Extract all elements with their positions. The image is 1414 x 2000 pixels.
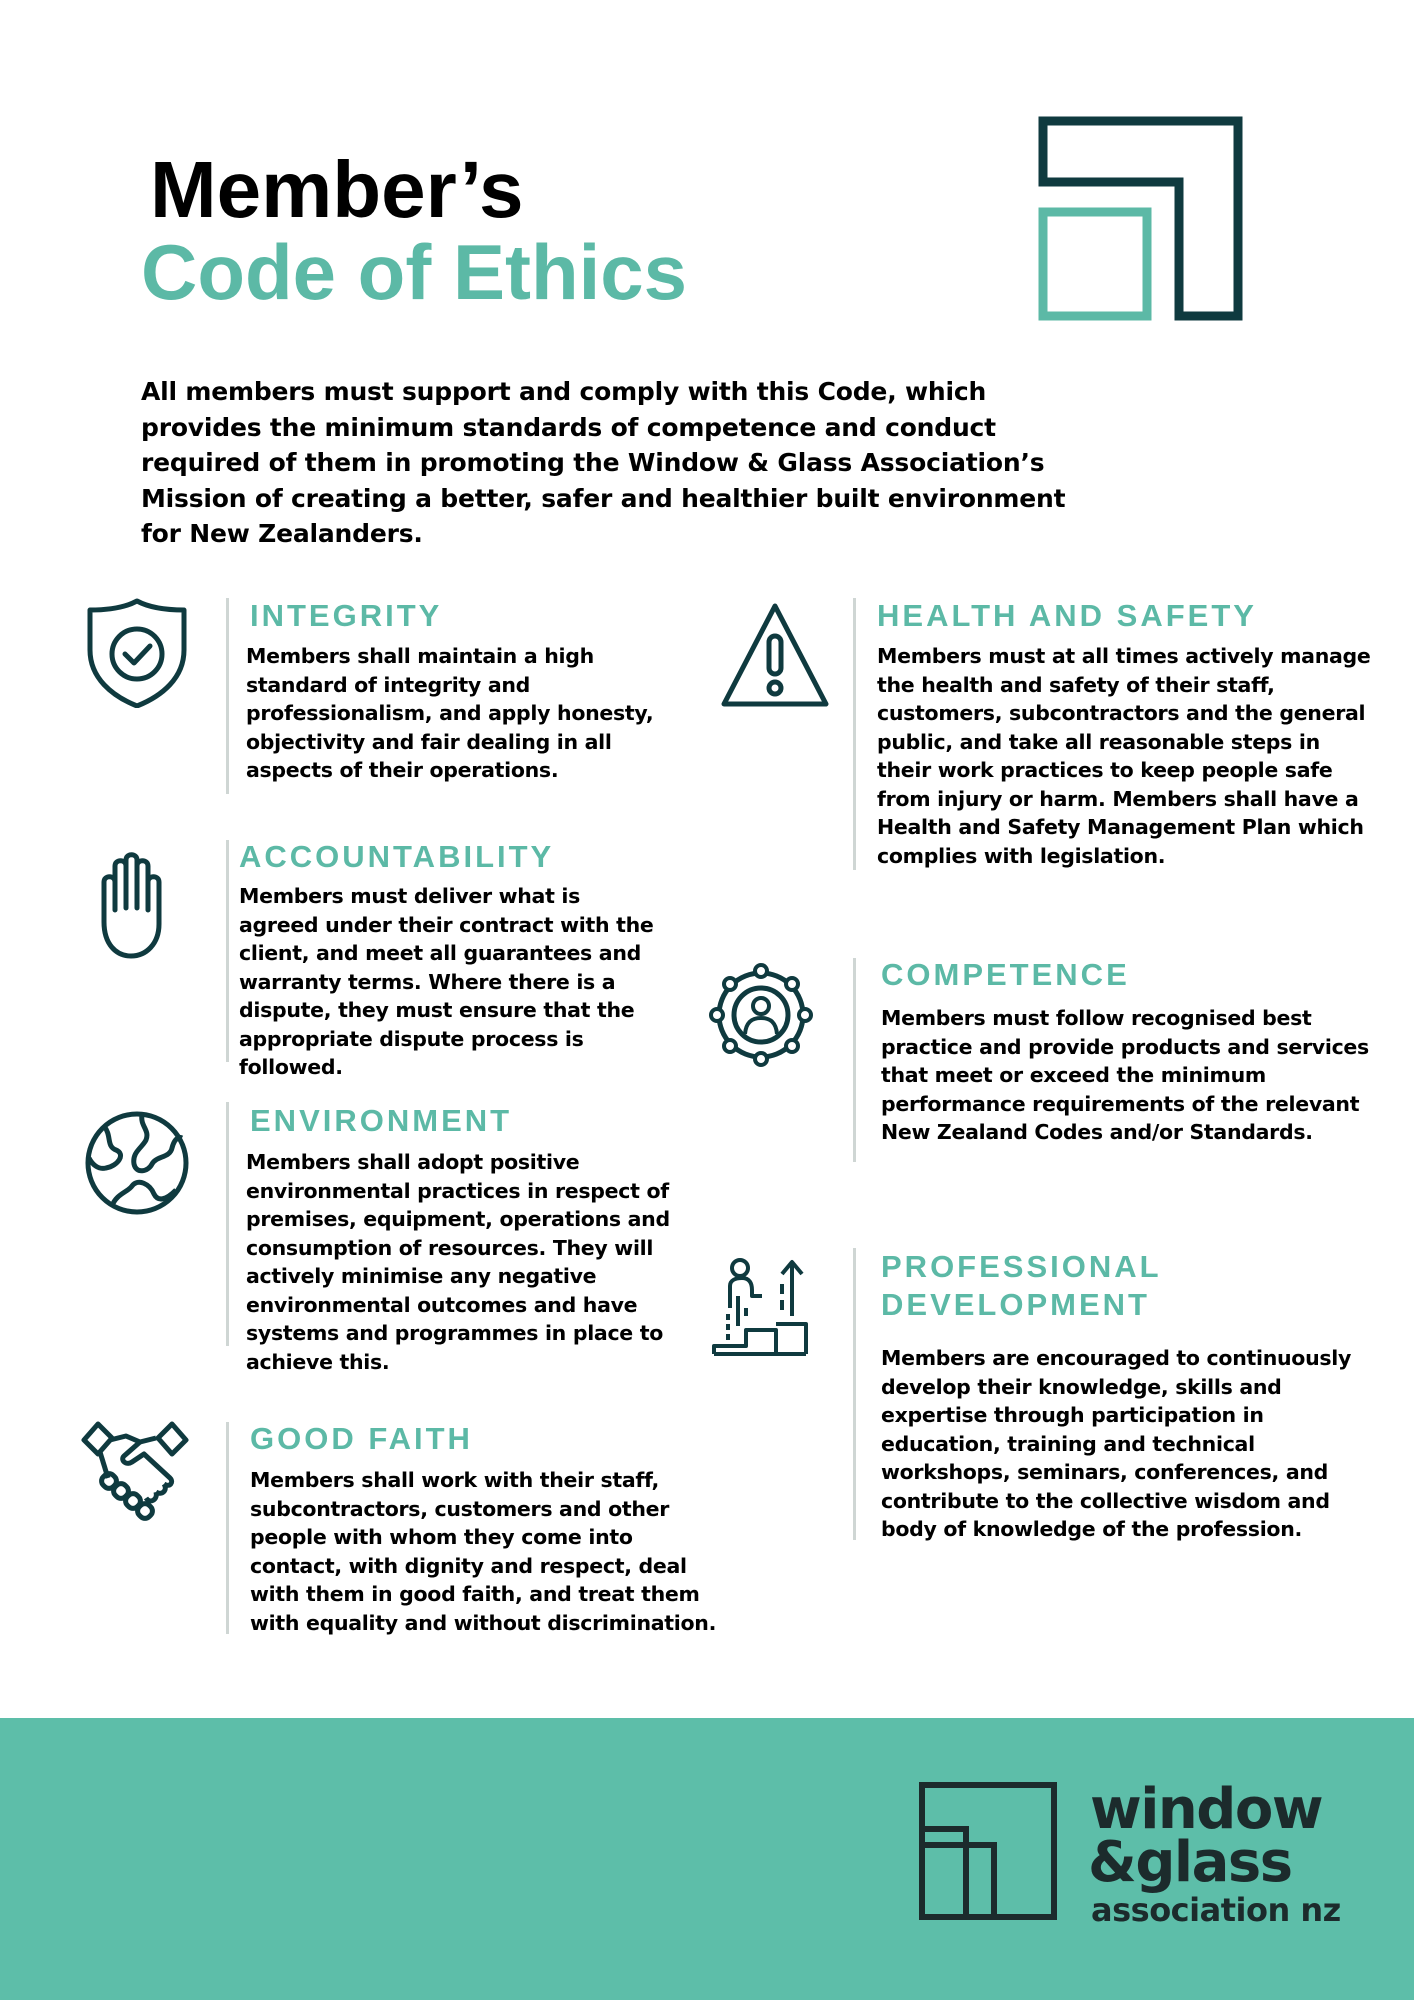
title-line-1: Member’s xyxy=(150,145,524,234)
warning-triangle-icon xyxy=(720,602,830,712)
competence-body: Members must follow recognised best practice and provide products and services that meet or exceed the minimum performance requirements of the relevant New Zealand Codes and/or Standards. xyxy=(881,1006,1369,1144)
accountability-title: ACCOUNTABILITY xyxy=(239,839,555,874)
competence-title: COMPETENCE xyxy=(881,957,1130,992)
title-line-2: Code of Ethics xyxy=(141,228,688,316)
window-glass-logo-icon xyxy=(1036,114,1248,326)
section-divider xyxy=(853,958,856,1162)
intro-paragraph: All members must support and comply with this Code, which provides the minimum standards of competence and conduct required of them in promoting the Window & Glass Association’s Mission of creating a better, safer and healthier built environment for New Zealanders. xyxy=(141,377,1066,548)
integrity-title: INTEGRITY xyxy=(250,598,443,633)
globe-icon xyxy=(82,1108,192,1218)
section-divider xyxy=(226,598,229,794)
environment-title: ENVIRONMENT xyxy=(250,1103,513,1138)
person-network-icon xyxy=(706,960,816,1070)
footer-brand-line-3: association nz xyxy=(1091,1891,1341,1929)
section-divider xyxy=(226,1422,229,1634)
accountability-body: Members must deliver what is agreed under their contract with the client, and meet all guarantees and warranty terms. Where there is a dispute, they must ensure that the appropriate dispute process is followed. xyxy=(239,884,654,1079)
footer-brand-line-1: window xyxy=(1090,1777,1323,1842)
raised-hand-icon xyxy=(80,852,190,962)
professional-development-title: PROFESSIONAL DEVELOPMENT xyxy=(881,1249,1162,1322)
health-safety-title: HEALTH AND SAFETY xyxy=(877,598,1257,633)
professional-development-body: Members are encouraged to continuously develop their knowledge, skills and expertise through participation in education, training and technical workshops, seminars, conferences, and contribute to the collective wisdom and body of knowledge of the profession. xyxy=(881,1346,1352,1541)
section-divider xyxy=(226,1102,229,1346)
footer-brand-line-2: &glass xyxy=(1088,1830,1292,1895)
section-divider xyxy=(853,1248,856,1540)
section-divider xyxy=(226,840,229,1062)
shield-check-icon xyxy=(82,598,192,708)
person-climbing-steps-icon xyxy=(710,1254,820,1364)
integrity-body: Members shall maintain a high standard of integrity and professionalism, and apply honesty, objectivity and fair dealing in all aspects of their operations. xyxy=(246,644,654,782)
health-safety-body: Members must at all times actively manage the health and safety of their staff, customers, subcontractors and the general public, and take all reasonable steps in their work practices to keep people safe from injury or harm. Members shall have a Health and Safety Management Plan which complies with legislation. xyxy=(877,644,1371,868)
section-divider xyxy=(853,598,856,870)
good-faith-body: Members shall work with their staff, subcontractors, customers and other people with whom they come into contact, with dignity and respect, deal with them in good faith, and treat them with equality and without discrimination. xyxy=(250,1468,717,1635)
window-glass-logo-icon xyxy=(918,1781,1058,1921)
environment-body: Members shall adopt positive environmental practices in respect of premises, equipment, operations and consumption of resources. They will actively minimise any negative environmental outcomes and have systems and programmes in place to achieve this. xyxy=(246,1150,670,1374)
good-faith-title: GOOD FAITH xyxy=(250,1421,473,1456)
handshake-icon xyxy=(80,1418,190,1528)
